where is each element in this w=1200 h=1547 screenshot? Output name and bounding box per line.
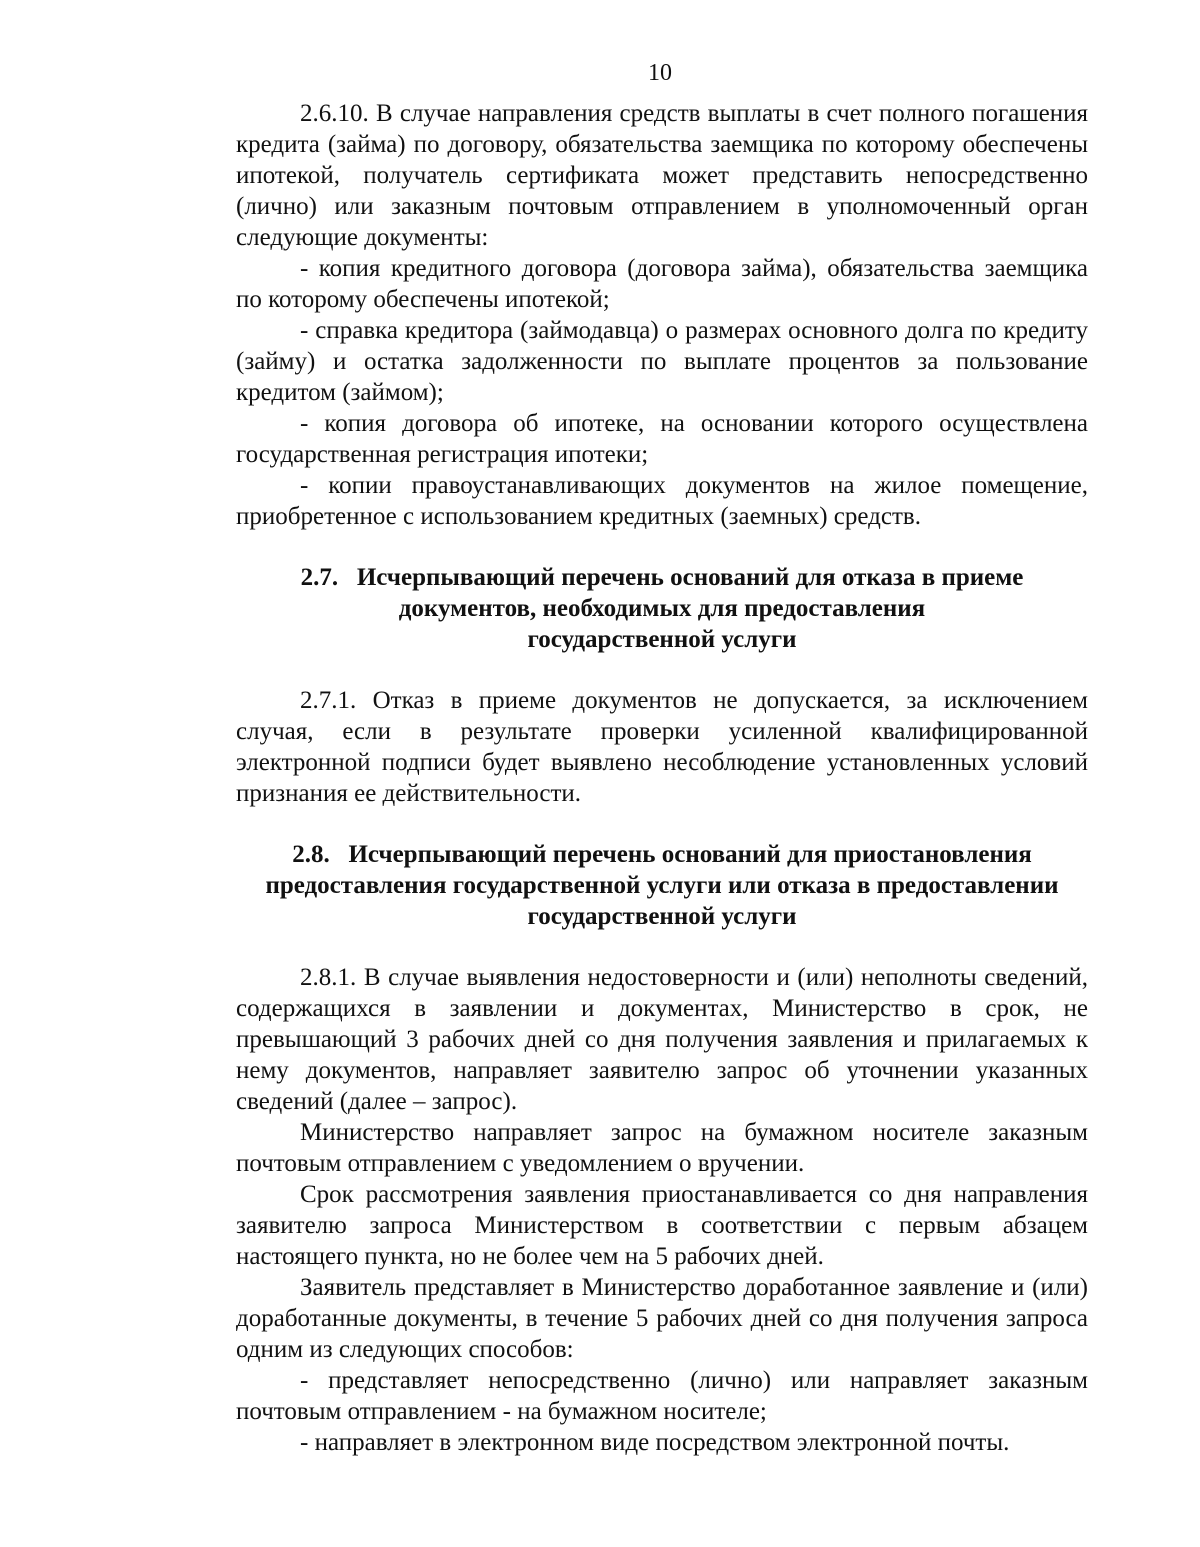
section-heading-2-8 xyxy=(236,839,1088,932)
section-heading-line: документов, необходимых для предоставления xyxy=(398,595,926,622)
list-item-creditor-certificate: - справка кредитора (займодавца) о размерах основного долга по кредиту (займу) и остатка задолженности по выплате процентов за пользование кредитом (займом); xyxy=(236,317,1088,406)
list-item-loan-agreement: - копия кредитного договора (договора займа), обязательства заемщика по которому обеспечены ипотекой; xyxy=(236,255,1088,313)
paragraph-suspension-term: Срок рассмотрения заявления приостанавливается со дня направления заявителю запроса Министерством в соответствии с первым абзацем настоящего пункта, но не более чем на 5 рабочих дней. xyxy=(236,1181,1088,1270)
paragraph-applicant-resubmission: Заявитель представляет в Министерство доработанное заявление и (или) доработанные документы, в течение 5 рабочих дней со дня получения запроса одним из следующих способов: xyxy=(236,1274,1088,1363)
section-heading-line: 2.8. Исчерпывающий перечень оснований для приостановления xyxy=(292,841,1032,868)
section-heading-line: государственной услуги xyxy=(527,626,797,653)
page-number: 10 xyxy=(648,60,672,86)
list-item-email-submission: - направляет в электронном виде посредством электронной почты. xyxy=(300,1429,1010,1456)
section-heading-line: государственной услуги xyxy=(527,903,797,930)
document-body xyxy=(236,98,1088,1458)
list-item-paper-submission: - представляет непосредственно (лично) или направляет заказным почтовым отправлением - на бумажном носителе; xyxy=(236,1367,1088,1425)
section-heading-2-7 xyxy=(236,562,1088,655)
paragraph-request-delivery: Министерство направляет запрос на бумажном носителе заказным почтовым отправлением с уведомлением о вручении. xyxy=(236,1119,1088,1177)
section-heading-line: 2.7. Исчерпывающий перечень оснований для отказа в приеме xyxy=(300,564,1024,591)
paragraph-2-6-10: 2.6.10. В случае направления средств выплаты в счет полного погашения кредита (займа) по договору, обязательства заемщика по которому обеспечены ипотекой, получатель сертификата может представить непосредственно (лично) или заказным почтовым отправлением в уполномоченный орган следующие документы: xyxy=(236,100,1088,251)
section-heading-line: предоставления государственной услуги или отказа в предоставлении xyxy=(265,872,1059,899)
paragraph-2-7-1: 2.7.1. Отказ в приеме документов не допускается, за исключением случая, если в результате проверки усиленной квалифицированной электронной подписи будет выявлено несоблюдение установленных условий признания ее действительности. xyxy=(236,687,1088,807)
list-item-title-documents: - копии правоустанавливающих документов на жилое помещение, приобретенное с использованием кредитных (заемных) средств. xyxy=(236,472,1088,530)
list-item-mortgage-agreement: - копия договора об ипотеке, на основании которого осуществлена государственная регистрация ипотеки; xyxy=(236,410,1088,468)
paragraph-2-8-1: 2.8.1. В случае выявления недостоверности и (или) неполноты сведений, содержащихся в заявлении и документах, Министерство в срок, не превышающий 3 рабочих дней со дня получения заявления и прилагаемых к нему документов, направляет заявителю запрос об уточнении указанных сведений (далее – запрос). xyxy=(236,964,1088,1115)
